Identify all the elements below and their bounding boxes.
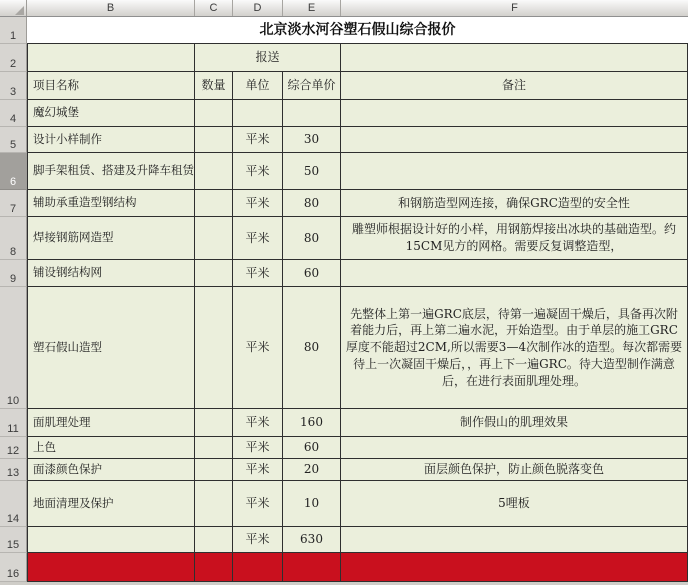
- cell-d7[interactable]: 平米: [233, 190, 283, 217]
- cell-d14[interactable]: 平米: [233, 481, 283, 527]
- cell-header-price[interactable]: 综合单价: [283, 72, 341, 100]
- column-header-strip: [0, 0, 688, 17]
- row-header-2[interactable]: 2: [0, 44, 27, 72]
- cell-d5[interactable]: 平米: [233, 127, 283, 153]
- cell-f10[interactable]: 先整体上第一遍GRC底层，待第一遍凝固干燥后，具备再次附着能力后，再上第二遍水泥，开始造型。由于单层的施工GRC厚度不能超过2CM,所以需要3—4次制作冰的造型。每次都需要待上一次凝固干燥后，，再上下一遍GRC。待大造型制作满意后，在进行表面肌理处理。: [341, 287, 688, 409]
- cell-c4[interactable]: [195, 100, 233, 127]
- cell-c5[interactable]: [195, 127, 233, 153]
- cell-b4[interactable]: 魔幻城堡: [27, 100, 195, 127]
- cell-header-note[interactable]: 备注: [341, 72, 688, 100]
- cell-c15[interactable]: [195, 527, 233, 553]
- cell-b7[interactable]: 辅助承重造型钢结构: [27, 190, 195, 217]
- cell-d11[interactable]: 平米: [233, 409, 283, 437]
- cell-b13[interactable]: 面漆颜色保护: [27, 459, 195, 481]
- cell-d15[interactable]: 平米: [233, 527, 283, 553]
- cell-f9[interactable]: [341, 260, 688, 287]
- cell-b9[interactable]: 铺设钢结构网: [27, 260, 195, 287]
- cell-d16[interactable]: [233, 553, 283, 582]
- cell-d12[interactable]: 平米: [233, 437, 283, 459]
- cell-e14[interactable]: 10: [283, 481, 341, 527]
- cell-e4[interactable]: [283, 100, 341, 127]
- cell-f2[interactable]: [341, 44, 688, 72]
- cell-d13[interactable]: 平米: [233, 459, 283, 481]
- cell-b8[interactable]: 焊接钢筋网造型: [27, 217, 195, 260]
- cell-e12[interactable]: 60: [283, 437, 341, 459]
- cell-c10[interactable]: [195, 287, 233, 409]
- cell-f11[interactable]: 制作假山的肌理效果: [341, 409, 688, 437]
- cell-e11[interactable]: 160: [283, 409, 341, 437]
- cell-b10[interactable]: 塑石假山造型: [27, 287, 195, 409]
- cell-c16[interactable]: [195, 553, 233, 582]
- cell-c9[interactable]: [195, 260, 233, 287]
- cell-d6[interactable]: 平米: [233, 153, 283, 190]
- row-header-13[interactable]: 13: [0, 459, 27, 481]
- cell-d8[interactable]: 平米: [233, 217, 283, 260]
- cell-e9[interactable]: 60: [283, 260, 341, 287]
- row-header-5[interactable]: 5: [0, 127, 27, 153]
- cell-e16[interactable]: [283, 553, 341, 582]
- cell-f15[interactable]: [341, 527, 688, 553]
- cell-d4[interactable]: [233, 100, 283, 127]
- row-header-10[interactable]: 10: [0, 287, 27, 409]
- cell-f16[interactable]: [341, 553, 688, 582]
- cell-f13[interactable]: 面层颜色保护，防止颜色脱落变色: [341, 459, 688, 481]
- cell-b12[interactable]: 上色: [27, 437, 195, 459]
- cell-c12[interactable]: [195, 437, 233, 459]
- cell-f4[interactable]: [341, 100, 688, 127]
- row-header-15[interactable]: 15: [0, 527, 27, 553]
- row-header-4[interactable]: 4: [0, 100, 27, 127]
- cell-e13[interactable]: 20: [283, 459, 341, 481]
- column-header-e[interactable]: E: [283, 0, 341, 16]
- cell-c8[interactable]: [195, 217, 233, 260]
- cell-f6[interactable]: [341, 153, 688, 190]
- cell-f7[interactable]: 和钢筋造型网连接，确保GRC造型的安全性: [341, 190, 688, 217]
- cell-e7[interactable]: 80: [283, 190, 341, 217]
- row-header-1[interactable]: 1: [0, 17, 27, 44]
- cell-b14[interactable]: 地面清理及保护: [27, 481, 195, 527]
- row-header-3[interactable]: 3: [0, 72, 27, 100]
- cell-header-item[interactable]: 项目名称: [27, 72, 195, 100]
- cell-b15[interactable]: [27, 527, 195, 553]
- cell-d9[interactable]: 平米: [233, 260, 283, 287]
- cell-b2[interactable]: [27, 44, 195, 72]
- select-all-corner[interactable]: [0, 0, 27, 16]
- cell-e5[interactable]: 30: [283, 127, 341, 153]
- cell-f12[interactable]: [341, 437, 688, 459]
- cell-header-qty[interactable]: 数量: [195, 72, 233, 100]
- cell-c7[interactable]: [195, 190, 233, 217]
- cell-header-unit[interactable]: 单位: [233, 72, 283, 100]
- column-header-f[interactable]: F: [511, 2, 518, 14]
- cell-b11[interactable]: 面肌理处理: [27, 409, 195, 437]
- column-header-b[interactable]: B: [27, 0, 195, 16]
- column-header-d[interactable]: D: [233, 0, 283, 16]
- cell-c6[interactable]: [195, 153, 233, 190]
- row-header-7[interactable]: 7: [0, 190, 27, 217]
- cell-f14[interactable]: 5哩板: [341, 481, 688, 527]
- column-header-c[interactable]: C: [195, 0, 233, 16]
- cell-report-merged[interactable]: 报送: [195, 44, 341, 72]
- row-header-16[interactable]: 16: [0, 553, 27, 582]
- cell-d10[interactable]: 平米: [233, 287, 283, 409]
- row-header-14[interactable]: 14: [0, 481, 27, 527]
- row-header-12[interactable]: 12: [0, 437, 27, 459]
- select-all-icon: [15, 6, 24, 15]
- cell-c13[interactable]: [195, 459, 233, 481]
- row-header-gutter: [0, 17, 27, 582]
- cell-e15[interactable]: 630: [283, 527, 341, 553]
- cell-title[interactable]: 北京淡水河谷塑石假山综合报价: [27, 17, 688, 44]
- cell-f5[interactable]: [341, 127, 688, 153]
- cell-f8[interactable]: 雕塑师根据设计好的小样，用钢筋焊接出冰块的基础造型。约15CM见方的网格。需要反复调整造型，: [341, 217, 688, 260]
- cell-e10[interactable]: 80: [283, 287, 341, 409]
- sheet-grid: [27, 17, 688, 582]
- cell-b5[interactable]: 设计小样制作: [27, 127, 195, 153]
- cell-b16[interactable]: [27, 553, 195, 582]
- cell-e6[interactable]: 50: [283, 153, 341, 190]
- row-header-6-selected[interactable]: 6: [0, 153, 27, 190]
- row-header-9[interactable]: 9: [0, 260, 27, 287]
- row-header-11[interactable]: 11: [0, 409, 27, 437]
- cell-b6[interactable]: 脚手架租赁、搭建及升降车租赁: [27, 153, 195, 190]
- cell-c11[interactable]: [195, 409, 233, 437]
- cell-e8[interactable]: 80: [283, 217, 341, 260]
- cell-c14[interactable]: [195, 481, 233, 527]
- row-header-8[interactable]: 8: [0, 217, 27, 260]
